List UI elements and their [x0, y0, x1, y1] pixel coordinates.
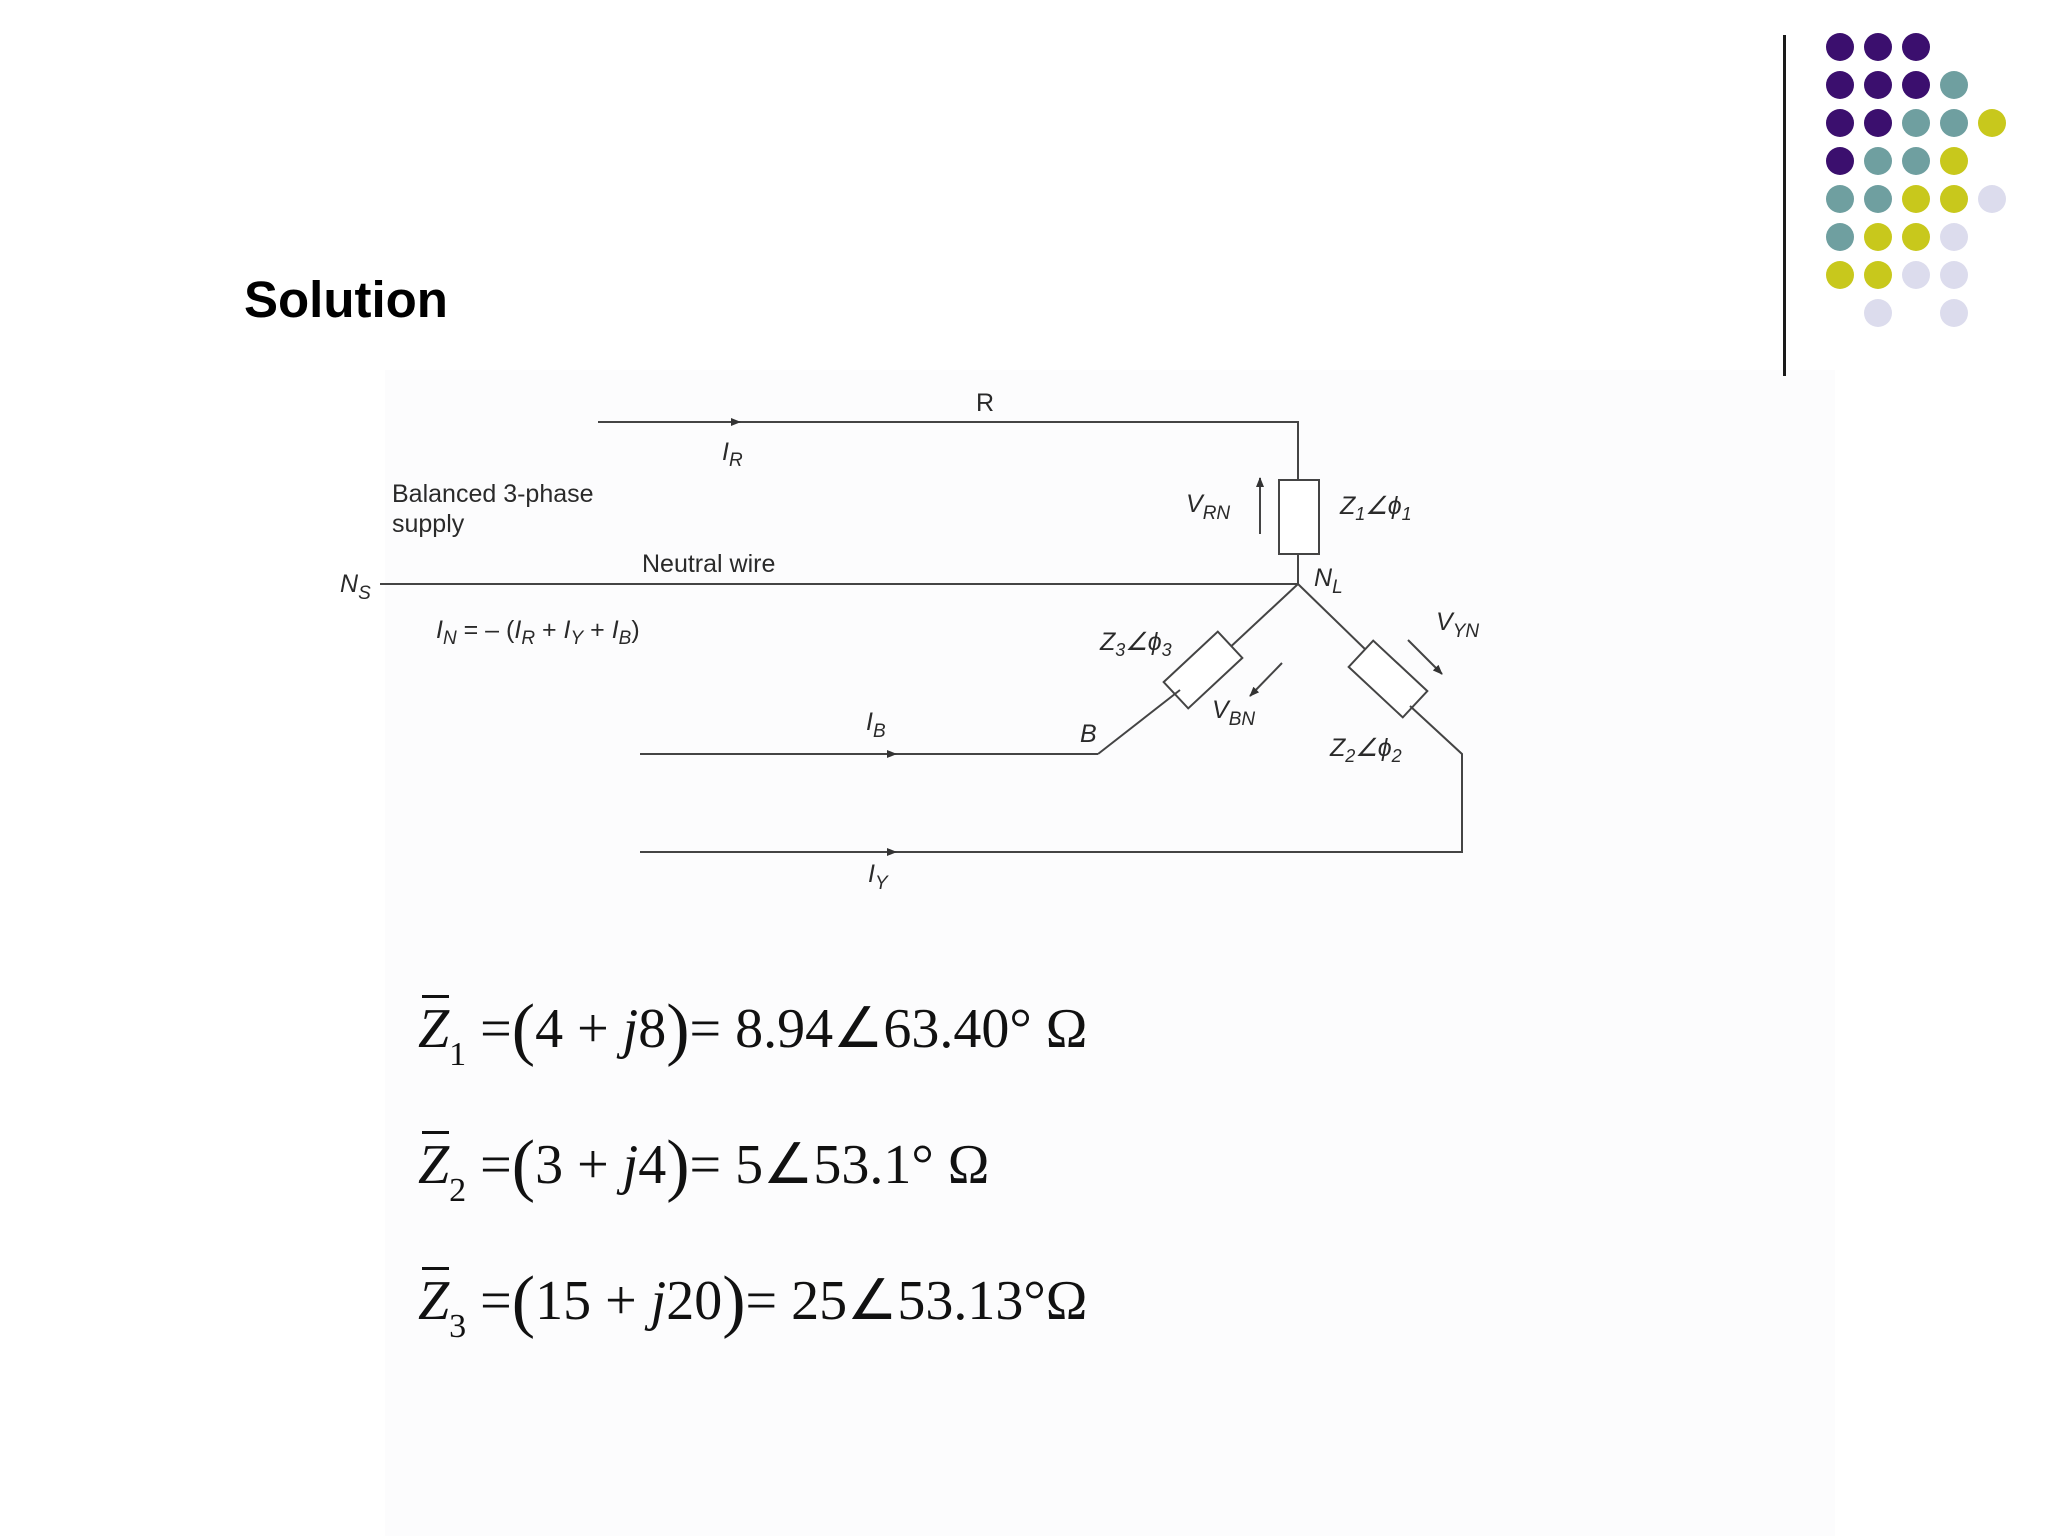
open-paren: (: [511, 1127, 536, 1204]
label-z2: $Z_2\angle\phi_2$: [1330, 734, 1402, 766]
z3-upper-lead: [1225, 584, 1298, 652]
label-z3: $Z_3\angle\phi_3$: [1100, 628, 1172, 660]
label-r: R: [976, 389, 995, 417]
y-phase-return-wire: [640, 706, 1462, 852]
open-paren: (: [511, 991, 536, 1068]
equals-sign: =: [480, 998, 512, 1060]
label-b-node: B: [1080, 720, 1097, 748]
z2-real-part: 3 +: [535, 1134, 623, 1196]
z3-subscript: 3: [449, 1308, 467, 1345]
z3-polar: = 25∠53.13°Ω: [745, 1270, 1088, 1332]
z2-impedance: [1349, 641, 1428, 718]
open-paren: (: [511, 1263, 536, 1340]
z3-impedance: [1164, 632, 1243, 709]
v-bn-arrow: [1250, 663, 1282, 696]
close-paren: ): [666, 991, 690, 1068]
z2-j: j: [622, 1134, 639, 1196]
equals-sign: =: [480, 1270, 512, 1332]
label-i-b: $I_B$: [866, 708, 886, 742]
z1-symbol: Z: [418, 998, 450, 1060]
equation-z3: [418, 1262, 1088, 1345]
label-z1: $Z_1\angle\phi_1$: [1340, 492, 1412, 524]
z3-lower-lead: [1098, 690, 1180, 754]
slide-title: Solution: [244, 271, 448, 328]
label-v-rn: $V_{RN}$: [1186, 490, 1231, 524]
z1-j: j: [622, 998, 639, 1060]
label-i-y: $I_Y$: [868, 860, 888, 894]
equation-z2: [418, 1126, 990, 1209]
z3-j: j: [650, 1270, 667, 1332]
label-n-l: $N_L$: [1314, 564, 1343, 598]
label-n-s: $N_S$: [340, 570, 371, 604]
z1-real-part: 4 +: [535, 998, 623, 1060]
label-supply-line1: Balanced 3-phase: [392, 480, 594, 508]
equation-z1: [418, 990, 1088, 1073]
v-yn-arrow: [1408, 640, 1442, 674]
z1-polar: = 8.94∠63.40° Ω: [689, 998, 1088, 1060]
equals-sign: =: [480, 1134, 512, 1196]
label-i-r: $I_R$: [722, 438, 743, 471]
z2-imag-part: 4: [638, 1134, 667, 1196]
z1-subscript: 1: [449, 1036, 467, 1073]
z3-imag-part: 20: [666, 1270, 723, 1332]
label-neutral-wire: Neutral wire: [642, 550, 776, 578]
z2-symbol: Z: [418, 1134, 450, 1196]
label-v-yn: $V_{YN}$: [1436, 608, 1480, 642]
close-paren: ): [666, 1127, 690, 1204]
label-supply-line2: supply: [392, 510, 465, 538]
z1-impedance: [1279, 480, 1319, 554]
z2-subscript: 2: [449, 1172, 467, 1209]
label-v-bn: $V_{BN}$: [1212, 696, 1256, 730]
z2-polar: = 5∠53.1° Ω: [689, 1134, 990, 1196]
r-phase-wire: [598, 422, 1298, 480]
z1-imag-part: 8: [638, 998, 667, 1060]
z3-real-part: 15 +: [535, 1270, 651, 1332]
label-i-n-equation: $I_N$ = – $(I_R + I_Y + I_B)$: [436, 616, 640, 649]
z3-symbol: Z: [418, 1270, 450, 1332]
close-paren: ): [722, 1263, 746, 1340]
